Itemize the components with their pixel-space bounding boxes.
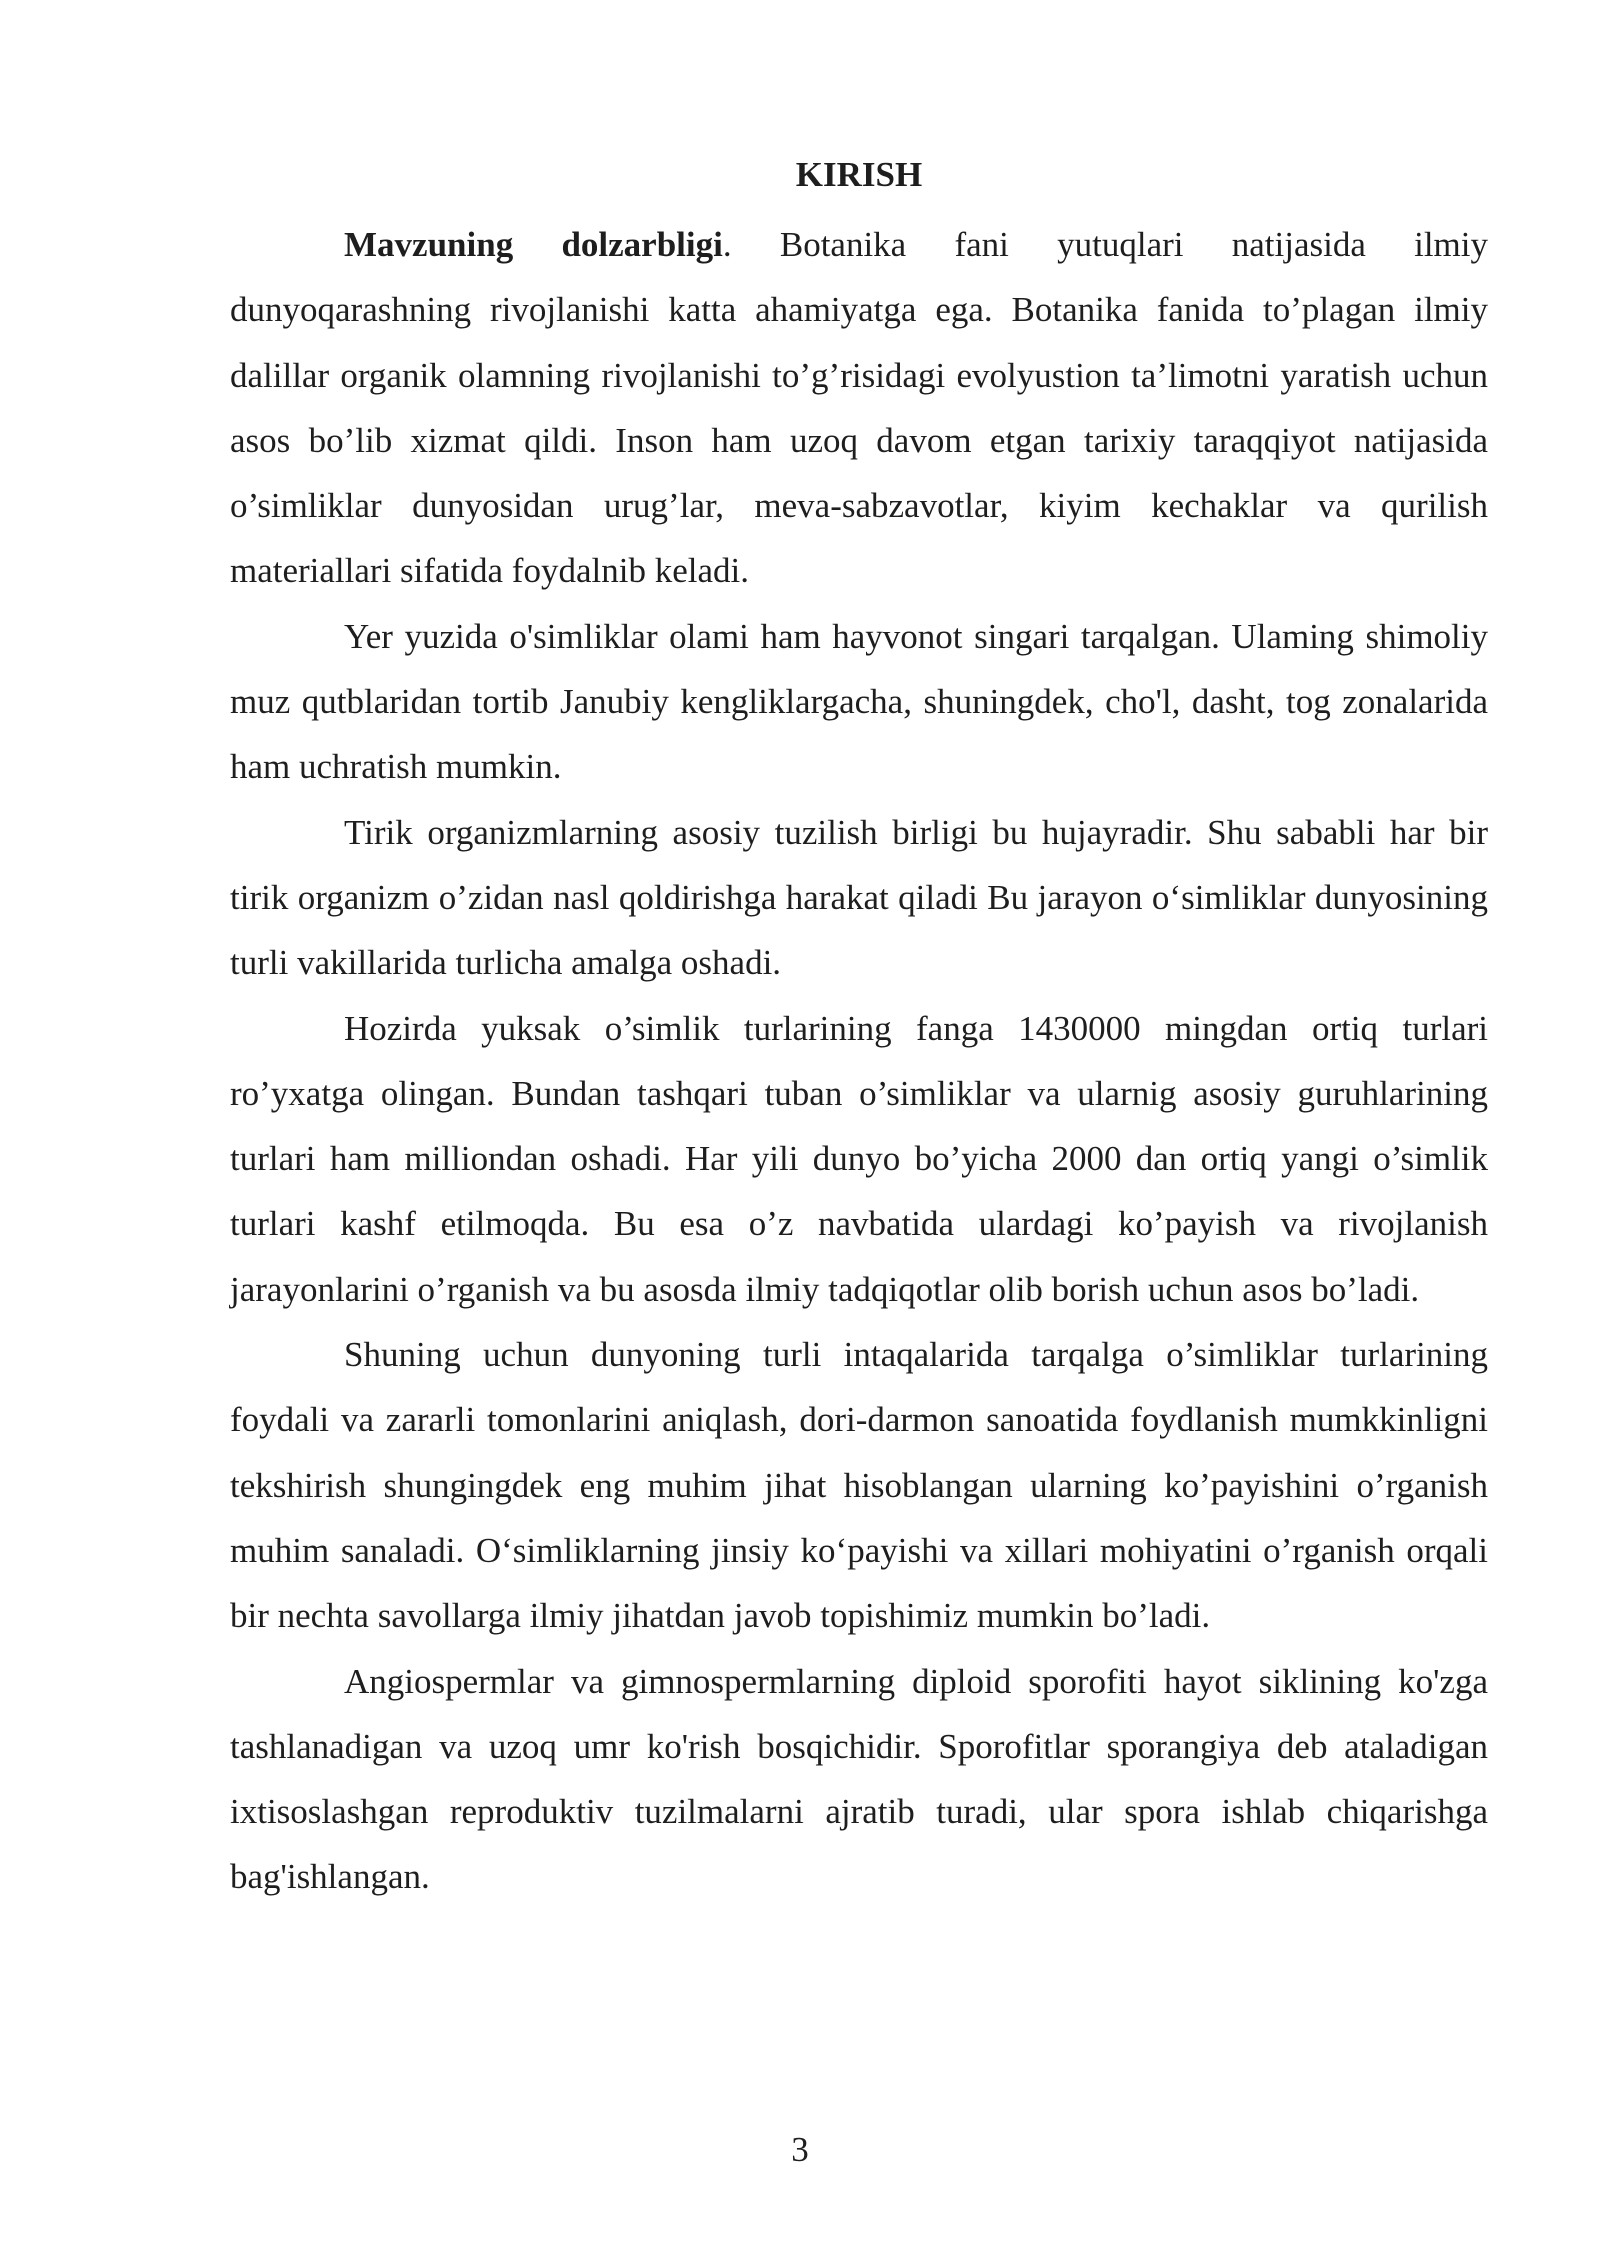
- paragraph: Yer yuzida o'simliklar olami ham hayvonot singari tarqalgan. Ulaming shimoliy muz qutblaridan tortib Janubiy kengliklargacha, shuningdek, cho'l, dasht, tog zonalarida ham uchratish mumkin.: [230, 616, 1488, 787]
- paragraph-relevance: [230, 212, 1488, 604]
- paragraph: Tirik organizmlarning asosiy tuzilish birligi bu hujayradir. Shu sababli har bir tirik organizm o’zidan nasl qoldirishga harakat qiladi Bu jarayon o‘simliklar dunyosining turli vakillarida turlicha amalga oshadi.: [230, 812, 1488, 983]
- paragraph-lead: Mavzuning dolzarbligi: [344, 225, 723, 264]
- page-number: 3: [791, 2130, 809, 2169]
- paragraph: Hozirda yuksak o’simlik turlarining fanga 1430000 mingdan ortiq turlari ro’yxatga olingan. Bundan tashqari tuban o’simliklar va ularnig asosiy guruhlarining turlari ham milliondan oshadi. Har yili dunyo bo’yicha 2000 dan ortiq yangi o’simlik turlari kashf etilmoqda. Bu esa o’z navbatida ulardagi ko’payish va rivojlanish jarayonlarini o’rganish va bu asosda ilmiy tadqiqotlar olib borish uchun asos bo’ladi.: [230, 1008, 1488, 1309]
- page-content: [230, 148, 1488, 1910]
- paragraph: Angiospermlar va gimnospermlarning diploid sporofiti hayot siklining ko'zga tashlanadigan va uzoq umr ko'rish bosqichidir. Sporofitlar sporangiya deb ataladigan ixtisoslashgan reproduktiv tuzilmalarni ajratib turadi, ular spora ishlab chiqarishga bag'ishlangan.: [230, 1661, 1488, 1897]
- section-heading: KIRISH: [795, 155, 923, 194]
- paragraph-text: . Botanika fani yutuqlari natijasida ilmiy dunyoqarashning rivojlanishi katta ahamiyatga ega. Botanika fanida to’plagan ilmiy dalillar organik olamning rivojlanishi to’g’risidagi evolyustion ta’limotni yaratish uchun asos bo’lib xizmat qildi. Inson ham uzoq davom etgan tarixiy taraqqiyot natijasida o’simliklar dunyosidan urug’lar, meva-sabzavotlar, kiyim kechaklar va qurilish materiallari sifatida foydalnib keladi.: [230, 225, 1488, 591]
- paragraph: Shuning uchun dunyoning turli intaqalarida tarqalga o’simliklar turlarining foydali va zararli tomonlarini aniqlash, dori-darmon sanoatida foydlanish mumkkinligni tekshirish shungingdek eng muhim jihat hisoblangan ularning ko’payishini o’rganish muhim sanaladi. O‘simliklarning jinsiy ko‘payishi va xillari mohiyatini o’rganish orqali bir nechta savollarga ilmiy jihatdan javob topishimiz mumkin bo’ladi.: [230, 1335, 1488, 1636]
